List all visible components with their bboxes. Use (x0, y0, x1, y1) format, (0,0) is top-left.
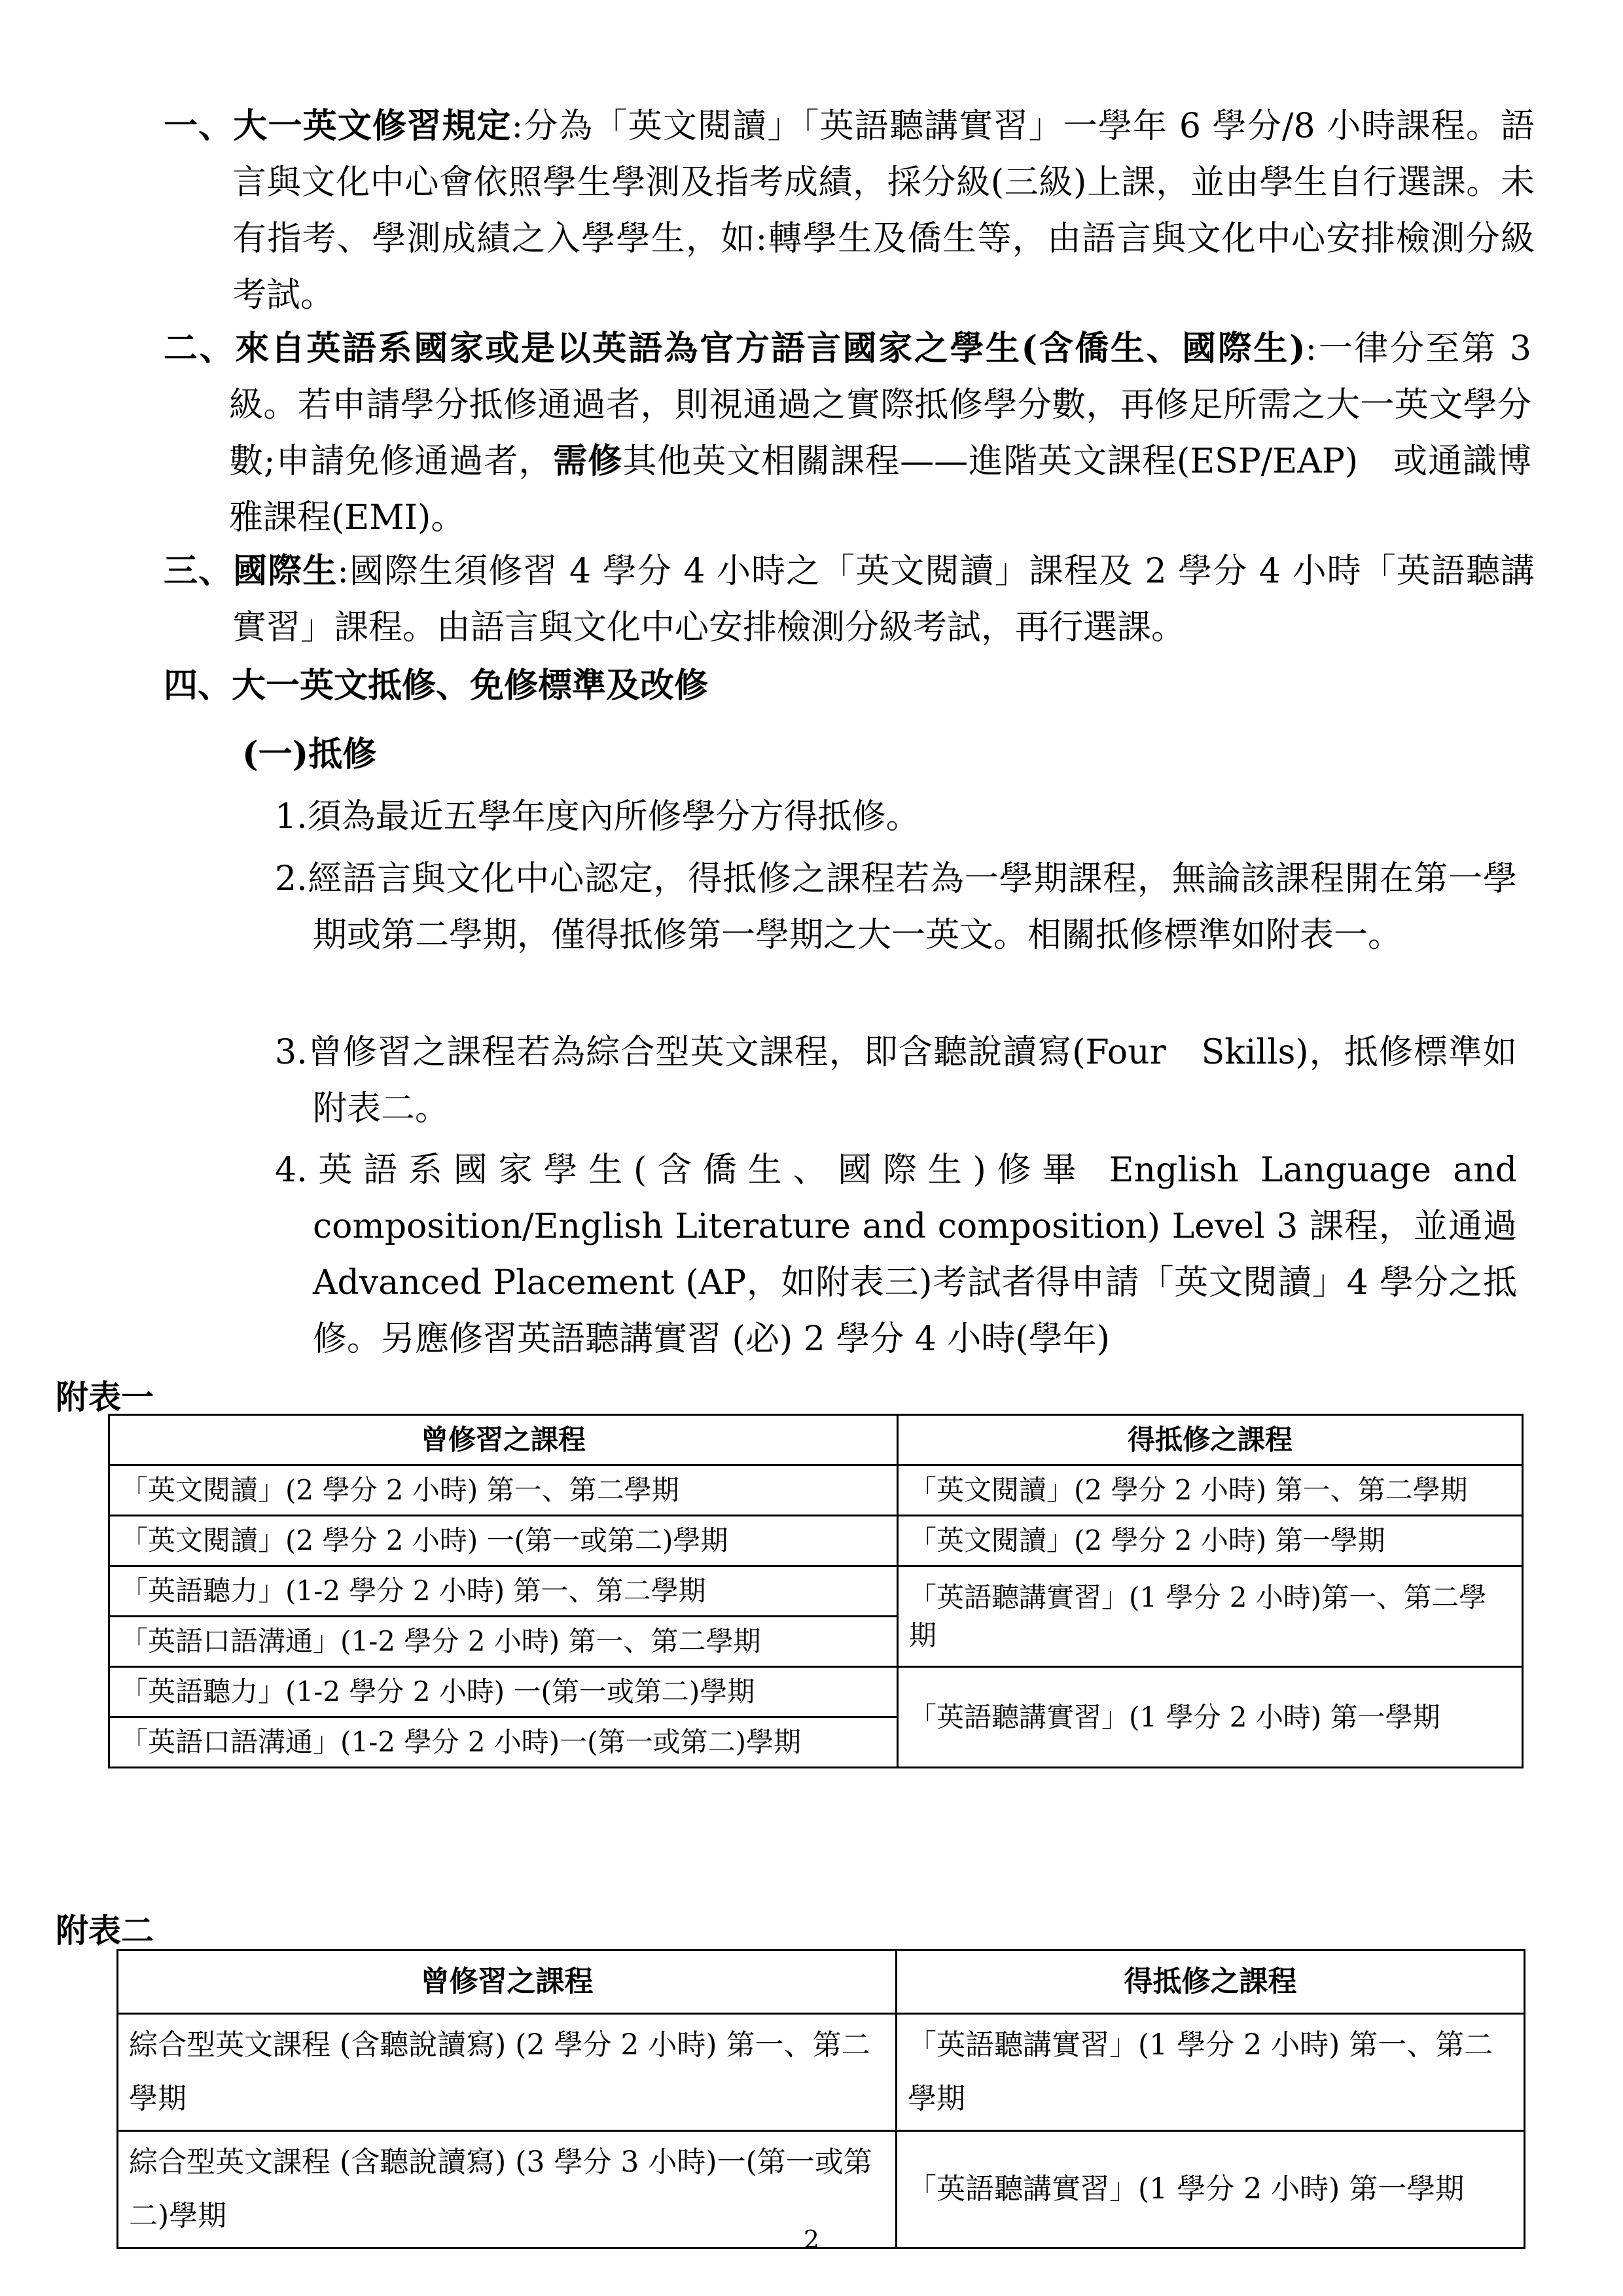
section-2 (164, 321, 1531, 546)
table-header-row (109, 1415, 1523, 1465)
section-2-text-a: :一律分至第 3 級。若申請學分抵修通過者，則視通過之實際抵修學分數，再修足所需之大一英文學分數;申請免修通過者， (229, 329, 1531, 481)
list-item-3: 3.曾修習之課程若為綜合型英文課程，即含聽說讀寫(Four Skills)，抵修標準如附表二。 (275, 1033, 1517, 1128)
table-header-cell: 得抵修之課程 (897, 1950, 1525, 2014)
table-header-cell: 得抵修之課程 (898, 1415, 1523, 1465)
section-2-label: 二、來自英語系國家或是以英語為官方語言國家之學生(含僑生、國際生) (164, 329, 1306, 368)
table-cell: 「英文閱讀」(2 學分 2 小時) 一(第一或第二)學期 (109, 1516, 898, 1566)
table-cell: 「英文閱讀」(2 學分 2 小時) 第一、第二學期 (109, 1465, 898, 1516)
table-1 (108, 1414, 1524, 1768)
table-header-cell: 曾修習之課程 (118, 1950, 897, 2014)
table-cell: 「英語聽講實習」(1 學分 2 小時)第一、第二學期 (898, 1566, 1523, 1667)
table-2-caption: 附表二 (56, 1911, 154, 1950)
section-2-text-b: 其他英文相關課程——進階英文課程(ESP/EAP) 或通識博雅課程(EMI)。 (229, 442, 1531, 537)
subsection-offset-heading: (一)抵修 (242, 734, 377, 774)
table-cell: 「英語聽講實習」(1 學分 2 小時) 第一學期 (898, 1667, 1523, 1768)
section-3-label: 三、國際生 (164, 551, 338, 591)
section-2-emphasis: 需修 (553, 441, 623, 481)
table-cell: 「英文閱讀」(2 學分 2 小時) 第一、第二學期 (898, 1465, 1523, 1516)
table-cell: 綜合型英文課程 (含聽說讀寫) (2 學分 2 小時) 第一、第二學期 (118, 2014, 897, 2131)
section-3 (164, 543, 1535, 656)
list-item-4: 4.英語系國家學生(含僑生、國際生)修畢 English Language and composition/English Literature and composition) Level 3 課程，並通過 Advanced Placement (AP，如附表三)考試者得申請「英文閱讀」4 學分之抵修。另應修習英語聽講實習 (必) 2 學分 4 小時(學年) (275, 1151, 1517, 1359)
table-cell: 「英語口語溝通」(1-2 學分 2 小時)一(第一或第二)學期 (109, 1717, 898, 1768)
table-cell: 綜合型英文課程 (含聽說讀寫) (3 學分 3 小時)一(第一或第二)學期 (118, 2131, 897, 2248)
list-item-1: 1.須為最近五學年度內所修學分方得抵修。 (275, 797, 920, 836)
section-4-heading: 四、大一英文抵修、免修標準及改修 (164, 666, 709, 706)
page-number: 2 (803, 2225, 820, 2254)
table-cell: 「英語聽力」(1-2 學分 2 小時) 第一、第二學期 (109, 1566, 898, 1617)
list-item-2: 2.經語言與文化中心認定，得抵修之課程若為一學期課程，無論該課程開在第一學期或第二學期，僅得抵修第一學期之大一英文。相關抵修標準如附表一。 (275, 859, 1517, 955)
section-1 (164, 98, 1535, 323)
table-1-caption: 附表一 (56, 1378, 154, 1416)
table-row (109, 1465, 1523, 1516)
table-cell: 「英語聽力」(1-2 學分 2 小時) 一(第一或第二)學期 (109, 1667, 898, 1717)
table-cell: 「英語聽講實習」(1 學分 2 小時) 第一學期 (897, 2131, 1525, 2248)
table-cell: 「英文閱讀」(2 學分 2 小時) 第一學期 (898, 1516, 1523, 1566)
table-row (109, 1566, 1523, 1617)
section-1-text: :分為「英文閱讀」「英語聽講實習」一學年 6 學分/8 小時課程。語言與文化中心會依照學生學測及指考成績，採分級(三級)上課，並由學生自行選課。未有指考、學測成績之入學學生，如:轉學生及僑生等，由語言與文化中心安排檢測分級考試。 (232, 107, 1535, 315)
table-row (118, 2014, 1525, 2131)
table-cell: 「英語聽講實習」(1 學分 2 小時) 第一、第二學期 (897, 2014, 1525, 2131)
table-header-cell: 曾修習之課程 (109, 1415, 898, 1465)
table-row (109, 1516, 1523, 1566)
table-row (109, 1667, 1523, 1717)
section-3-text: :國際生須修習 4 學分 4 小時之「英文閱讀」課程及 2 學分 4 小時「英語聽講實習」課程。由語言與文化中心安排檢測分級考試，再行選課。 (232, 552, 1535, 647)
table-2 (116, 1949, 1525, 2249)
table-header-row (118, 1950, 1525, 2014)
section-1-label: 一、大一英文修習規定 (164, 106, 512, 146)
table-cell: 「英語口語溝通」(1-2 學分 2 小時) 第一、第二學期 (109, 1617, 898, 1667)
